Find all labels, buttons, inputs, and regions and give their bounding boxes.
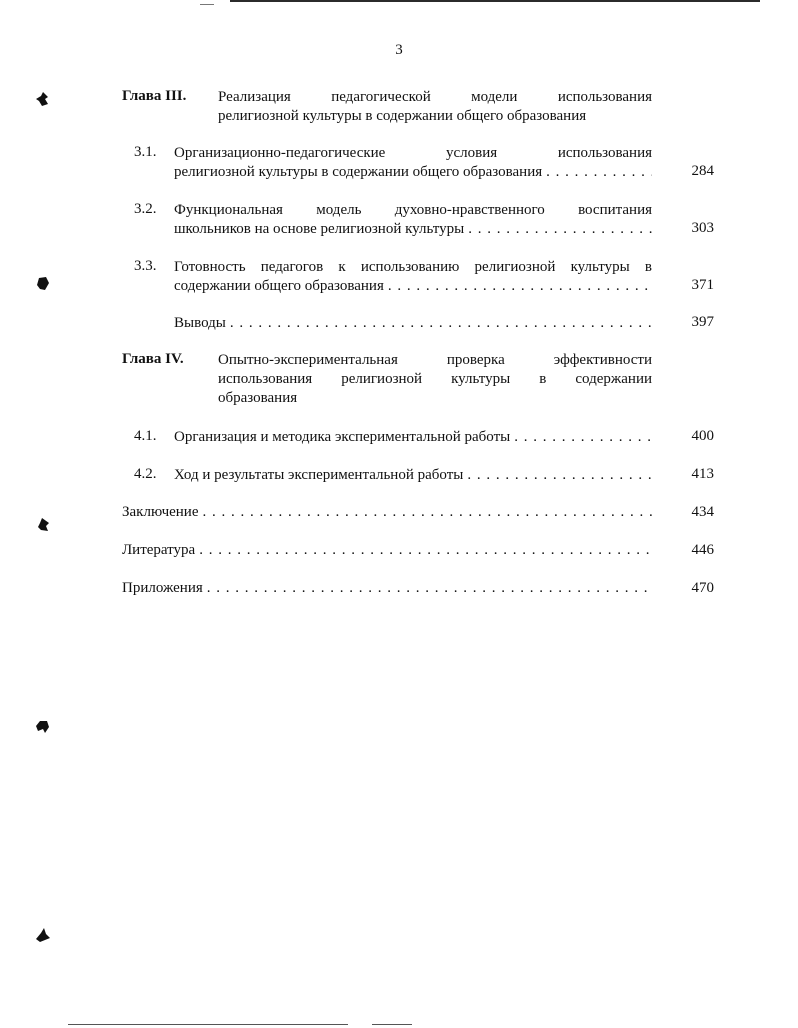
entry-title: Выводы . . . bbox=[174, 314, 652, 333]
dot-leader bbox=[542, 163, 652, 182]
entry-number: 3.3. bbox=[134, 258, 157, 274]
scan-edge-top bbox=[230, 0, 760, 2]
entry-number: 4.2. bbox=[134, 466, 157, 482]
toc-entry-appendices bbox=[122, 580, 714, 597]
entry-page: 371 bbox=[691, 277, 714, 293]
entry-title: Функциональная модель духовно-нравственного воспитания школьников на основе религиозной культуры . . . bbox=[174, 201, 652, 239]
punch-hole-mark bbox=[36, 928, 50, 942]
scan-edge-bottom-mark bbox=[372, 1024, 412, 1025]
dot-leader bbox=[195, 542, 652, 559]
dot-leader bbox=[384, 277, 652, 296]
punch-hole-mark bbox=[36, 518, 50, 532]
entry-number: 3.2. bbox=[134, 201, 157, 217]
chapter-title: Опытно-экспериментальная проверка эффективности использования религиозной культуры в содержании образования bbox=[218, 352, 652, 406]
entry-page: 284 bbox=[691, 163, 714, 179]
entry-number: 4.1. bbox=[134, 428, 157, 444]
entry-page: 434 bbox=[691, 504, 714, 520]
dot-leader bbox=[199, 504, 653, 521]
dot-leader bbox=[464, 220, 652, 239]
chapter-heading bbox=[122, 351, 652, 408]
chapter-label: Глава IV. bbox=[122, 351, 184, 367]
entry-title: Ход и результаты экспериментальной работы . . . bbox=[174, 466, 652, 485]
entry-page: 397 bbox=[691, 314, 714, 330]
dot-leader bbox=[226, 314, 652, 333]
punch-hole-mark bbox=[36, 277, 50, 291]
entry-title: Организация и методика экспериментальной работы . . . bbox=[174, 428, 652, 447]
punch-hole-mark bbox=[36, 720, 50, 734]
entry-page: 413 bbox=[691, 466, 714, 482]
entry-title: Заключение bbox=[122, 504, 199, 520]
chapter-title: Реализация педагогической модели использования религиозной культуры в содержании общего образования bbox=[218, 89, 652, 124]
scan-edge-top-mark bbox=[200, 4, 214, 5]
page-number: 3 bbox=[395, 42, 403, 58]
dot-leader bbox=[463, 466, 652, 485]
chapter-heading bbox=[122, 88, 652, 126]
toc-entry-literature bbox=[122, 542, 714, 559]
entry-page: 400 bbox=[691, 428, 714, 444]
chapter-label: Глава III. bbox=[122, 88, 187, 104]
entry-title: Приложения bbox=[122, 580, 203, 596]
dot-leader bbox=[203, 580, 652, 597]
entry-number: 3.1. bbox=[134, 144, 157, 160]
entry-page: 446 bbox=[691, 542, 714, 558]
punch-hole-mark bbox=[36, 92, 50, 106]
scan-edge-bottom bbox=[68, 1024, 348, 1025]
entry-title: Организационно-педагогические условия использования религиозной культуры в содержании общего образования . . . bbox=[174, 144, 652, 182]
toc-entry-conclusion bbox=[122, 504, 714, 521]
dot-leader bbox=[510, 428, 652, 447]
entry-title: Литература bbox=[122, 542, 196, 558]
entry-title: Готовность педагогов к использованию религиозной культуры в содержании общего образования . . . bbox=[174, 258, 652, 296]
entry-page: 303 bbox=[691, 220, 714, 236]
entry-page: 470 bbox=[691, 580, 714, 596]
